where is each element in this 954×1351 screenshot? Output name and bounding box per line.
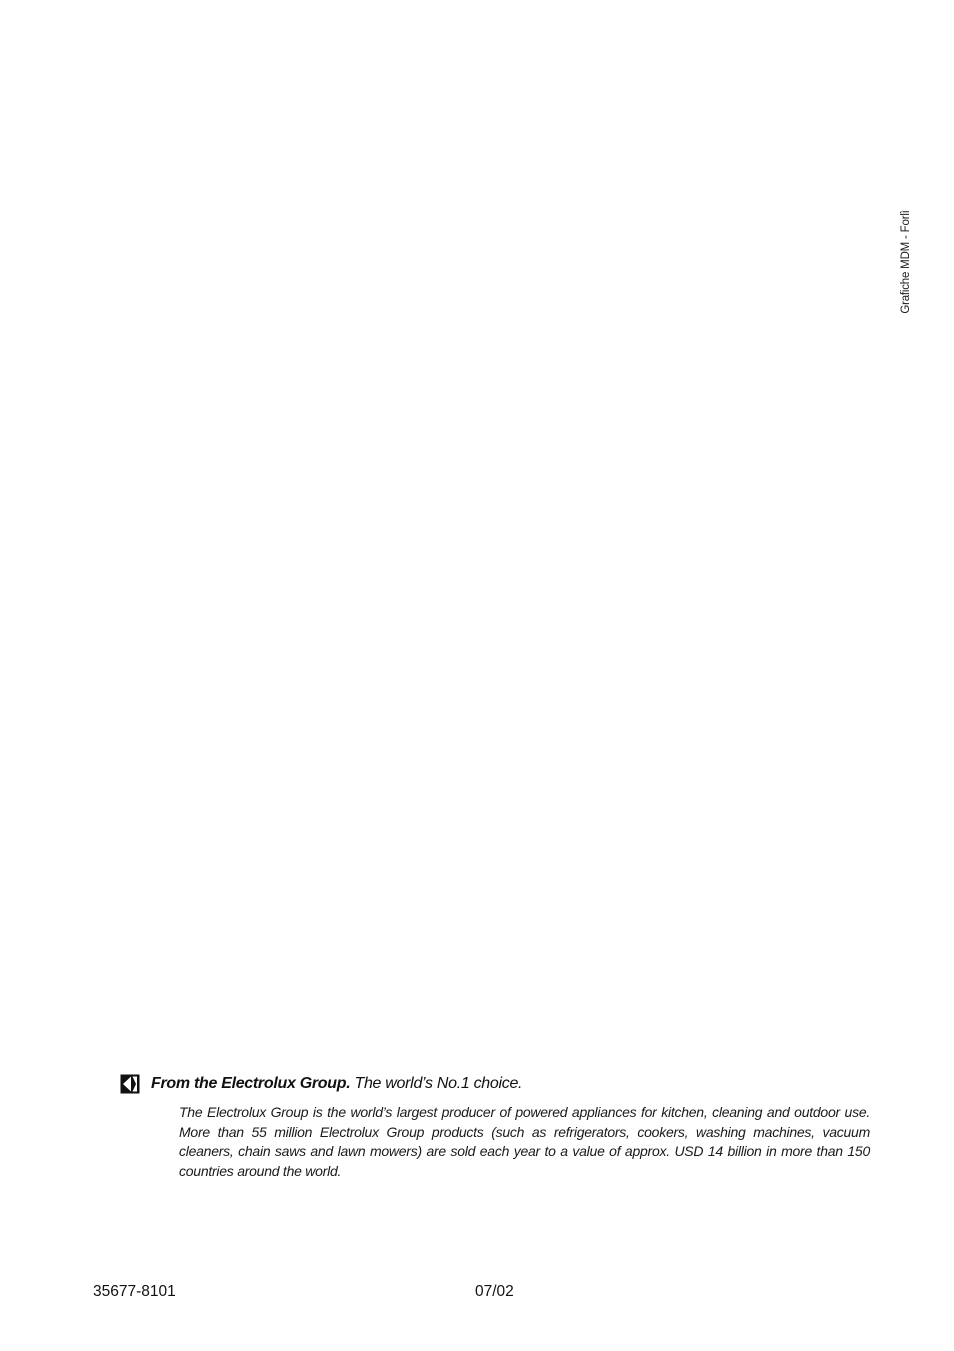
electrolux-slogan-row [120,1073,522,1095]
electrolux-group-description: The Electrolux Group is the world’s largest producer of powered appliances for kitchen, cleaning and outdoor use. More than 55 million Electrolux Group products (such as refrigerators, cookers, washing machines, vacuum cleaners, chain saws and lawn mowers) are sold each year to a value of approx. USD 14 billion in more than 150 countries around the world. [179,1104,870,1179]
document-code: 35677-8101 [93,1283,176,1300]
document-date: 07/02 [475,1283,514,1300]
slogan-brand: From the Electrolux Group. [151,1075,351,1092]
slogan-tagline: The world’s No.1 choice. [350,1075,523,1092]
slogan [151,1075,522,1093]
printer-credit: Grafiche MDM - Forlì [900,210,912,314]
electrolux-logo-icon [120,1074,140,1094]
